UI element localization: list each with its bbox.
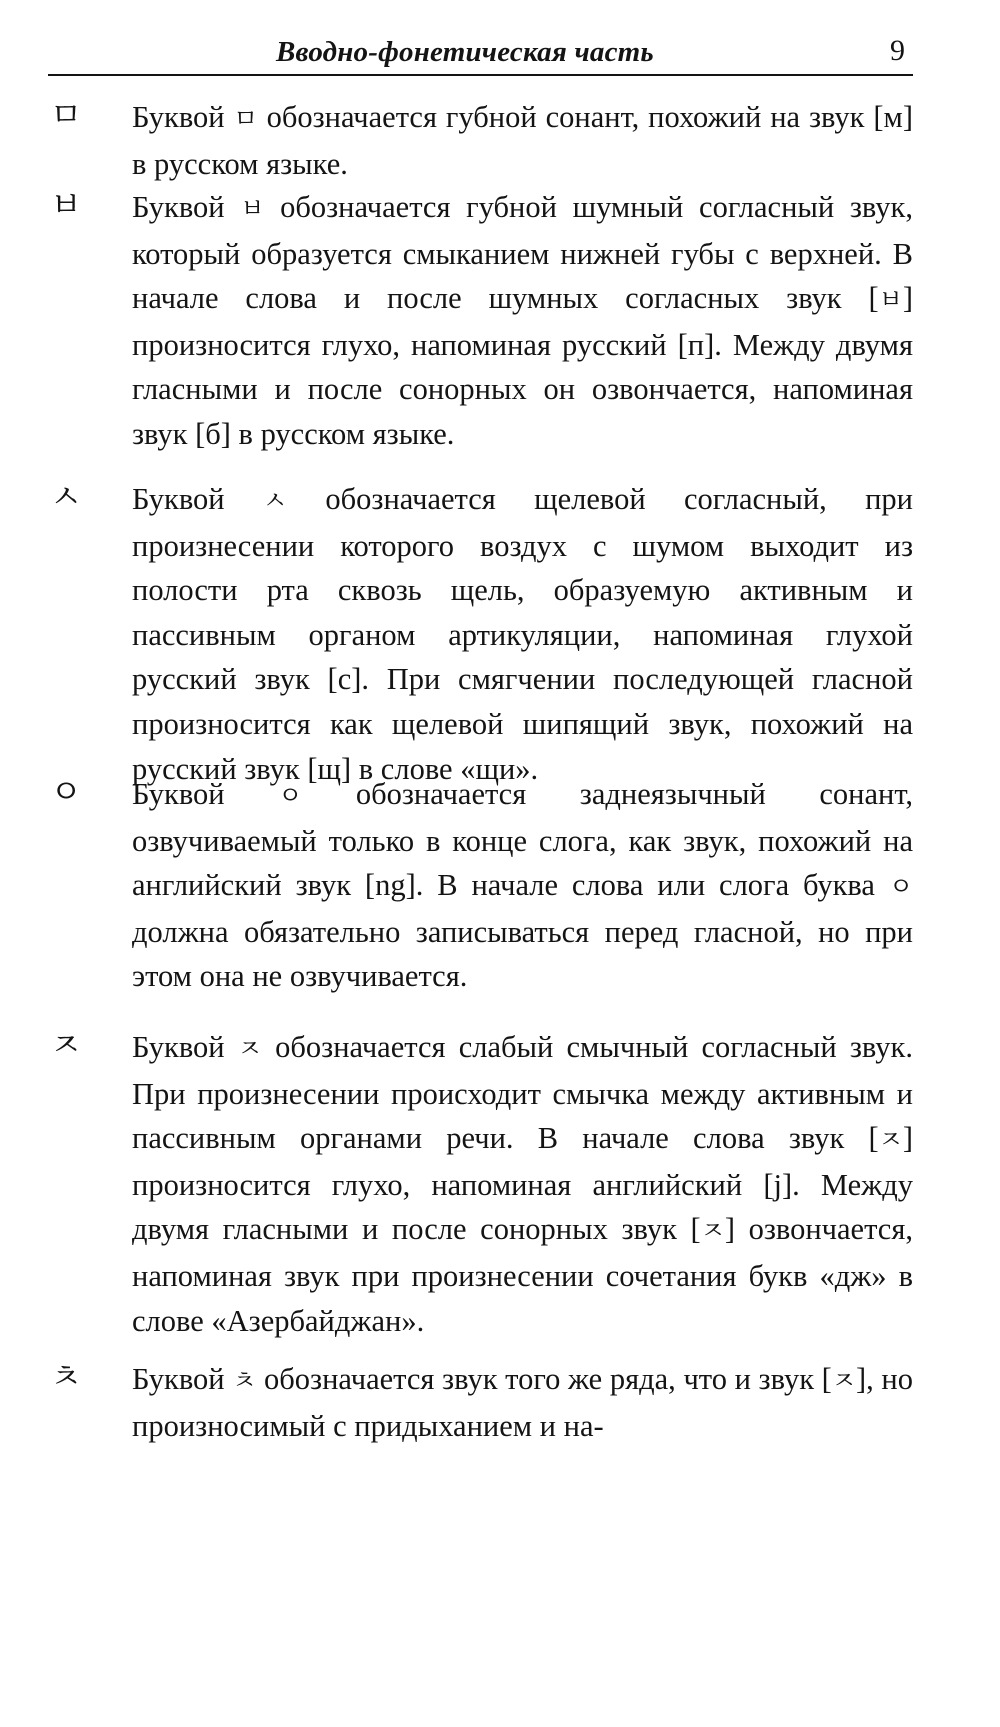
inline-hangul-letter: ㅅ [262, 486, 288, 515]
inline-hangul-letter: ㅈ [878, 1125, 903, 1155]
inline-hangul-letter: ㅇ [888, 872, 913, 902]
inline-hangul-letter: ㅈ [831, 1366, 856, 1395]
letter-entry-chieut [48, 1357, 913, 1448]
inline-hangul-letter: ㅂ [878, 285, 903, 315]
letter-entry-mieum [48, 95, 913, 186]
entry-description: Буквой ㅁ обозначается губной сонант, похожий на звук [м] в русском языке. [132, 100, 913, 181]
entry-description: Буквой ㅅ обозначается щелевой согласный, при произнесении которого воздух с шумом выходит из полости рта сквозь щель, образуемую активным и пассивным органом артикуляции, напоминая глухой русский звук [с]. При смягчении последующей гласной произносится как щелевой шипящий звук, похожий на русский звук [щ] в слове «щи». [132, 482, 913, 786]
inline-hangul-letter: ㅂ [240, 194, 265, 223]
header-rule [48, 74, 913, 76]
hangul-letter: ㅇ [50, 772, 82, 811]
inline-hangul-letter: ㅁ [233, 104, 258, 133]
letter-entry-ieung [48, 772, 913, 999]
entry-description: Буквой ㅂ обозначается губной шумный согласный звук, который образуется смыканием нижней губы с верхней. В начале слова и после шумных согласных звук [ㅂ] произносится глухо, напоминая русский [п]. Между двумя гласными и после сонорных он озвончается, напоминая звук [б] в русском языке. [132, 190, 913, 451]
entry-description: Буквой ㅇ обозначается заднеязычный сонант, озвучиваемый только в конце слога, как звук, похожий на английский звук [ng]. В начале слова или слога буква ㅇ должна обязательно записываться перед гласной, но при этом она не озвучивается. [132, 777, 914, 994]
inline-hangul-letter: ㅈ [700, 1216, 725, 1246]
inline-hangul-letter: ㅇ [278, 781, 303, 810]
entry-description: Буквой ㅈ обозначается слабый смычный согласный звук. При произнесении происходит смычка между активным и пассивным органами речи. В начале слова звук [ㅈ] произносится глухо, напоминая английский [j]. Между двумя гласными и после сонорных звук [ㅈ] озвончается, напоминая звук при произнесении сочетания букв «дж» в слове «Азербайджан». [132, 1030, 913, 1338]
letter-entry-bieup [48, 185, 913, 457]
inline-hangul-letter: ㅈ [237, 1034, 262, 1063]
inline-hangul-letter: ㅊ [232, 1366, 257, 1395]
entry-description: Буквой ㅊ обозначается звук того же ряда, что и звук [ㅈ], но произносимый с придыханием и на- [132, 1362, 913, 1443]
hangul-letter: ㅅ [50, 477, 82, 516]
letter-entry-siot [48, 477, 913, 791]
hangul-letter: ㅈ [50, 1025, 82, 1064]
running-header [48, 30, 913, 74]
letter-entry-jieut [48, 1025, 913, 1343]
hangul-letter: ㅊ [50, 1357, 82, 1396]
page-number: 9 [890, 34, 905, 67]
section-title: Вводно-фонетическая часть [276, 36, 654, 68]
hangul-letter: ㅁ [50, 95, 82, 134]
hangul-letter: ㅂ [50, 185, 82, 224]
